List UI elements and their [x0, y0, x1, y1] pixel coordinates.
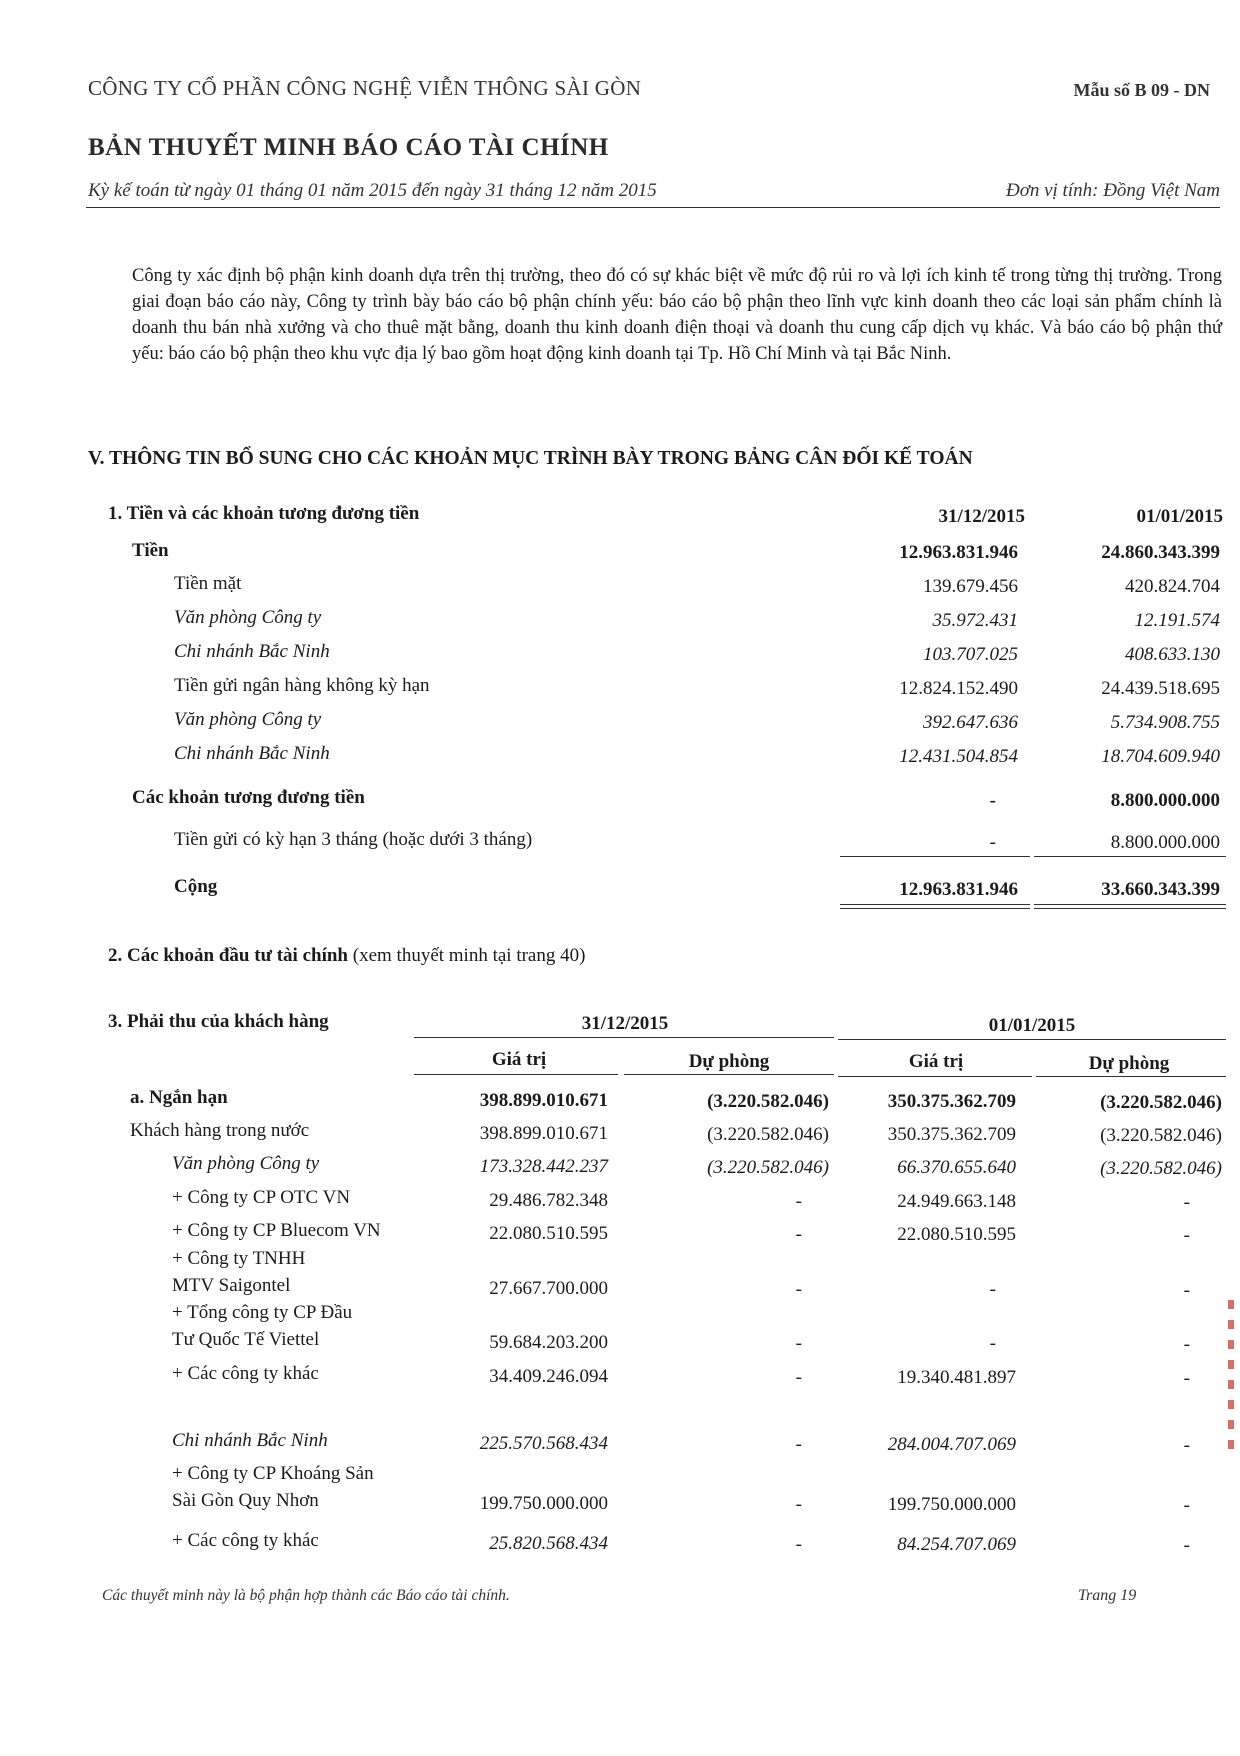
- note3-provision-2014: -: [1183, 1280, 1190, 1301]
- note1-total-label: Cộng: [174, 876, 218, 897]
- note3-title: 3. Phải thu của khách hàng: [108, 1011, 329, 1032]
- note1-row-label: Văn phòng Công ty: [174, 709, 322, 730]
- total-double-rule: [840, 904, 1030, 909]
- note1-row-label: Tiền mặt: [174, 573, 242, 594]
- note3-row-label: + Công ty CP OTC VN: [172, 1187, 351, 1208]
- subheader-rule: [414, 1074, 618, 1075]
- note3-subheader-provision-2014: Dự phòng: [1088, 1053, 1170, 1074]
- note3-row-label-line2: MTV Saigontel: [172, 1275, 291, 1296]
- note3-value-2015: 22.080.510.595: [489, 1223, 608, 1244]
- note3-provision-2014: (3.220.582.046): [1100, 1092, 1222, 1113]
- document-title: BẢN THUYẾT MINH BÁO CÁO TÀI CHÍNH: [88, 134, 609, 161]
- note3-provision-2015: -: [795, 1494, 802, 1515]
- note3-value-2015: 199.750.000.000: [479, 1493, 608, 1514]
- period-rule: [838, 1039, 1226, 1040]
- note2-reference: (xem thuyết minh tại trang 40): [352, 945, 586, 966]
- note3-subheader-value-2015: Giá trị: [491, 1049, 547, 1070]
- form-number: Mẫu số B 09 - DN: [1073, 80, 1210, 100]
- header-rule: [86, 207, 1220, 208]
- note1-row-label: Các khoản tương đương tiền: [132, 787, 365, 808]
- note1-row-label: Tiền: [132, 540, 169, 561]
- note2-heading: [108, 945, 585, 967]
- note3-provision-2015: -: [795, 1224, 802, 1245]
- note3-value-2015: 398.899.010.671: [479, 1090, 608, 1111]
- note3-value-2014: 350.375.362.709: [887, 1124, 1016, 1145]
- note3-row-label: Văn phòng Công ty: [172, 1153, 320, 1174]
- note3-provision-2015: (3.220.582.046): [707, 1124, 829, 1145]
- note3-provision-2015: -: [795, 1367, 802, 1388]
- note1-row-value-2014: 408.633.130: [1125, 644, 1220, 665]
- note3-provision-2014: -: [1183, 1495, 1190, 1516]
- subtotal-rule: [840, 856, 1030, 857]
- note1-row-value-2014: 420.824.704: [1125, 576, 1220, 597]
- period-rule: [414, 1037, 834, 1038]
- note3-period-2014: 01/01/2015: [988, 1015, 1076, 1036]
- note3-row-label-line2: Sài Gòn Quy Nhơn: [172, 1490, 319, 1511]
- note3-provision-2015: (3.220.582.046): [707, 1091, 829, 1112]
- note3-row-label: Khách hàng trong nước: [130, 1120, 310, 1141]
- company-name: CÔNG TY CỔ PHẦN CÔNG NGHỆ VIỄN THÔNG SÀI GÒN: [88, 76, 642, 100]
- note3-value-2014: 22.080.510.595: [897, 1224, 1016, 1245]
- note3-provision-2014: -: [1183, 1225, 1190, 1246]
- note1-row-value-2014: 12.191.574: [1134, 610, 1220, 631]
- note3-value-2015: 225.570.568.434: [479, 1433, 608, 1454]
- stamp-edge-mark: [1228, 1300, 1234, 1460]
- note3-value-2014: 84.254.707.069: [897, 1534, 1016, 1555]
- note3-value-2015: 29.486.782.348: [489, 1190, 608, 1211]
- note3-value-2014: -: [989, 1279, 996, 1300]
- note3-value-2014: 284.004.707.069: [887, 1434, 1016, 1455]
- note1-row-value-2014: 24.860.343.399: [1101, 542, 1220, 563]
- note1-col-header-2015: 31/12/2015: [938, 506, 1025, 527]
- note1-row-label: Chi nhánh Bắc Ninh: [174, 641, 330, 662]
- note1-row-label: Văn phòng Công ty: [174, 607, 322, 628]
- subtotal-rule: [1034, 856, 1226, 857]
- note1-total-2015: 12.963.831.946: [899, 879, 1018, 900]
- note1-row-value-2014: 8.800.000.000: [1110, 832, 1220, 853]
- currency-unit: Đơn vị tính: Đồng Việt Nam: [1005, 180, 1220, 201]
- note3-provision-2014: -: [1183, 1334, 1190, 1355]
- note3-value-2015: 25.820.568.434: [489, 1533, 608, 1554]
- subheader-rule: [624, 1074, 834, 1075]
- note3-value-2015: 59.684.203.200: [489, 1332, 608, 1353]
- note3-value-2014: -: [989, 1333, 996, 1354]
- note3-provision-2015: -: [795, 1534, 802, 1555]
- note3-value-2015: 27.667.700.000: [489, 1278, 608, 1299]
- note1-row-value-2014: 8.800.000.000: [1110, 790, 1220, 811]
- note3-row-label: + Các công ty khác: [172, 1530, 319, 1551]
- note3-value-2014: 350.375.362.709: [887, 1091, 1016, 1112]
- note3-row-label-line2: Tư Quốc Tế Viettel: [172, 1329, 320, 1350]
- note3-provision-2015: -: [795, 1333, 802, 1354]
- note3-subheader-value-2014: Giá trị: [908, 1051, 964, 1072]
- total-double-rule: [1034, 904, 1226, 909]
- note3-value-2015: 398.899.010.671: [479, 1123, 608, 1144]
- intro-paragraph: Công ty xác định bộ phận kinh doanh dựa trên thị trường, theo đó có sự khác biệt về mức độ rủi ro và lợi ích kinh tế trong từng thị trường. Trong giai đoạn báo cáo này, Công ty trình bày báo cáo bộ phận chính yếu: báo cáo bộ phận theo lĩnh vực kinh doanh theo các loại sản phẩm chính là doanh thu bán nhà xưởng và cho thuê mặt bằng, doanh thu kinh doanh điện thoại và doanh thu cung cấp dịch vụ khác. Và báo cáo bộ phận thứ yếu: báo cáo bộ phận theo khu vực địa lý bao gồm hoạt động kinh doanh tại Tp. Hồ Chí Minh và tại Bắc Ninh.: [132, 266, 1222, 364]
- note3-value-2014: 19.340.481.897: [897, 1367, 1016, 1388]
- note3-value-2014: 199.750.000.000: [887, 1494, 1016, 1515]
- note3-value-2015: 34.409.246.094: [489, 1366, 608, 1387]
- note1-row-value-2014: 5.734.908.755: [1110, 712, 1220, 733]
- note3-row-label: + Các công ty khác: [172, 1363, 319, 1384]
- note1-row-value-2014: 24.439.518.695: [1101, 678, 1220, 699]
- note1-row-value-2015: 12.431.504.854: [899, 746, 1018, 767]
- note1-row-label: Chi nhánh Bắc Ninh: [174, 743, 330, 764]
- note3-provision-2014: -: [1183, 1435, 1190, 1456]
- note3-provision-2015: (3.220.582.046): [707, 1157, 829, 1178]
- note1-row-value-2014: 18.704.609.940: [1101, 746, 1220, 767]
- note1-row-value-2015: 12.824.152.490: [899, 678, 1018, 699]
- subheader-rule: [1036, 1076, 1226, 1077]
- note3-subheader-provision-2015: Dự phòng: [688, 1051, 770, 1072]
- note1-title: 1. Tiền và các khoản tương đương tiền: [108, 503, 420, 524]
- note1-row-value-2015: 392.647.636: [923, 712, 1018, 733]
- note3-value-2015: 173.328.442.237: [479, 1156, 608, 1177]
- note3-value-2014: 24.949.663.148: [897, 1191, 1016, 1212]
- subheader-rule: [838, 1076, 1032, 1077]
- note1-row-value-2015: 35.972.431: [932, 610, 1018, 631]
- note3-provision-2014: -: [1183, 1192, 1190, 1213]
- footer-note: Các thuyết minh này là bộ phận hợp thành các Báo cáo tài chính.: [102, 1587, 510, 1604]
- note3-row-label: + Công ty CP Bluecom VN: [172, 1220, 381, 1241]
- note1-row-value-2015: 103.707.025: [923, 644, 1018, 665]
- reporting-period: Kỳ kế toán từ ngày 01 tháng 01 năm 2015 đến ngày 31 tháng 12 năm 2015: [88, 180, 657, 201]
- note1-total-2014: 33.660.343.399: [1101, 879, 1220, 900]
- note1-row-label: Tiền gửi có kỳ hạn 3 tháng (hoặc dưới 3 tháng): [174, 829, 533, 850]
- note1-row-value-2015: -: [989, 832, 996, 853]
- note3-period-2015: 31/12/2015: [581, 1013, 669, 1034]
- note3-provision-2015: -: [795, 1279, 802, 1300]
- note3-provision-2015: -: [795, 1434, 802, 1455]
- note2-title: 2. Các khoản đầu tư tài chính: [108, 945, 348, 966]
- note1-col-header-2014: 01/01/2015: [1136, 506, 1223, 527]
- note3-row-label-line1: + Công ty CP Khoáng Sản: [172, 1463, 374, 1484]
- note3-provision-2014: (3.220.582.046): [1100, 1158, 1222, 1179]
- note3-provision-2014: (3.220.582.046): [1100, 1125, 1222, 1146]
- note3-row-label-line1: + Tổng công ty CP Đầu: [172, 1302, 353, 1323]
- note3-provision-2014: -: [1183, 1368, 1190, 1389]
- section-heading: V. THÔNG TIN BỔ SUNG CHO CÁC KHOẢN MỤC TRÌNH BÀY TRONG BẢNG CÂN ĐỐI KẾ TOÁN: [88, 448, 973, 469]
- note3-row-label: Chi nhánh Bắc Ninh: [172, 1430, 328, 1451]
- note3-value-2014: 66.370.655.640: [897, 1157, 1016, 1178]
- note1-row-label: Tiền gửi ngân hàng không kỳ hạn: [174, 675, 430, 696]
- note1-row-value-2015: 12.963.831.946: [899, 542, 1018, 563]
- note3-provision-2014: -: [1183, 1535, 1190, 1556]
- note1-row-value-2015: 139.679.456: [923, 576, 1018, 597]
- note3-row-label-line1: + Công ty TNHH: [172, 1248, 306, 1269]
- note1-row-value-2015: -: [989, 790, 996, 811]
- note3-provision-2015: -: [795, 1191, 802, 1212]
- page-number: Trang 19: [1078, 1587, 1137, 1604]
- note3-row-label: a. Ngắn hạn: [130, 1087, 228, 1108]
